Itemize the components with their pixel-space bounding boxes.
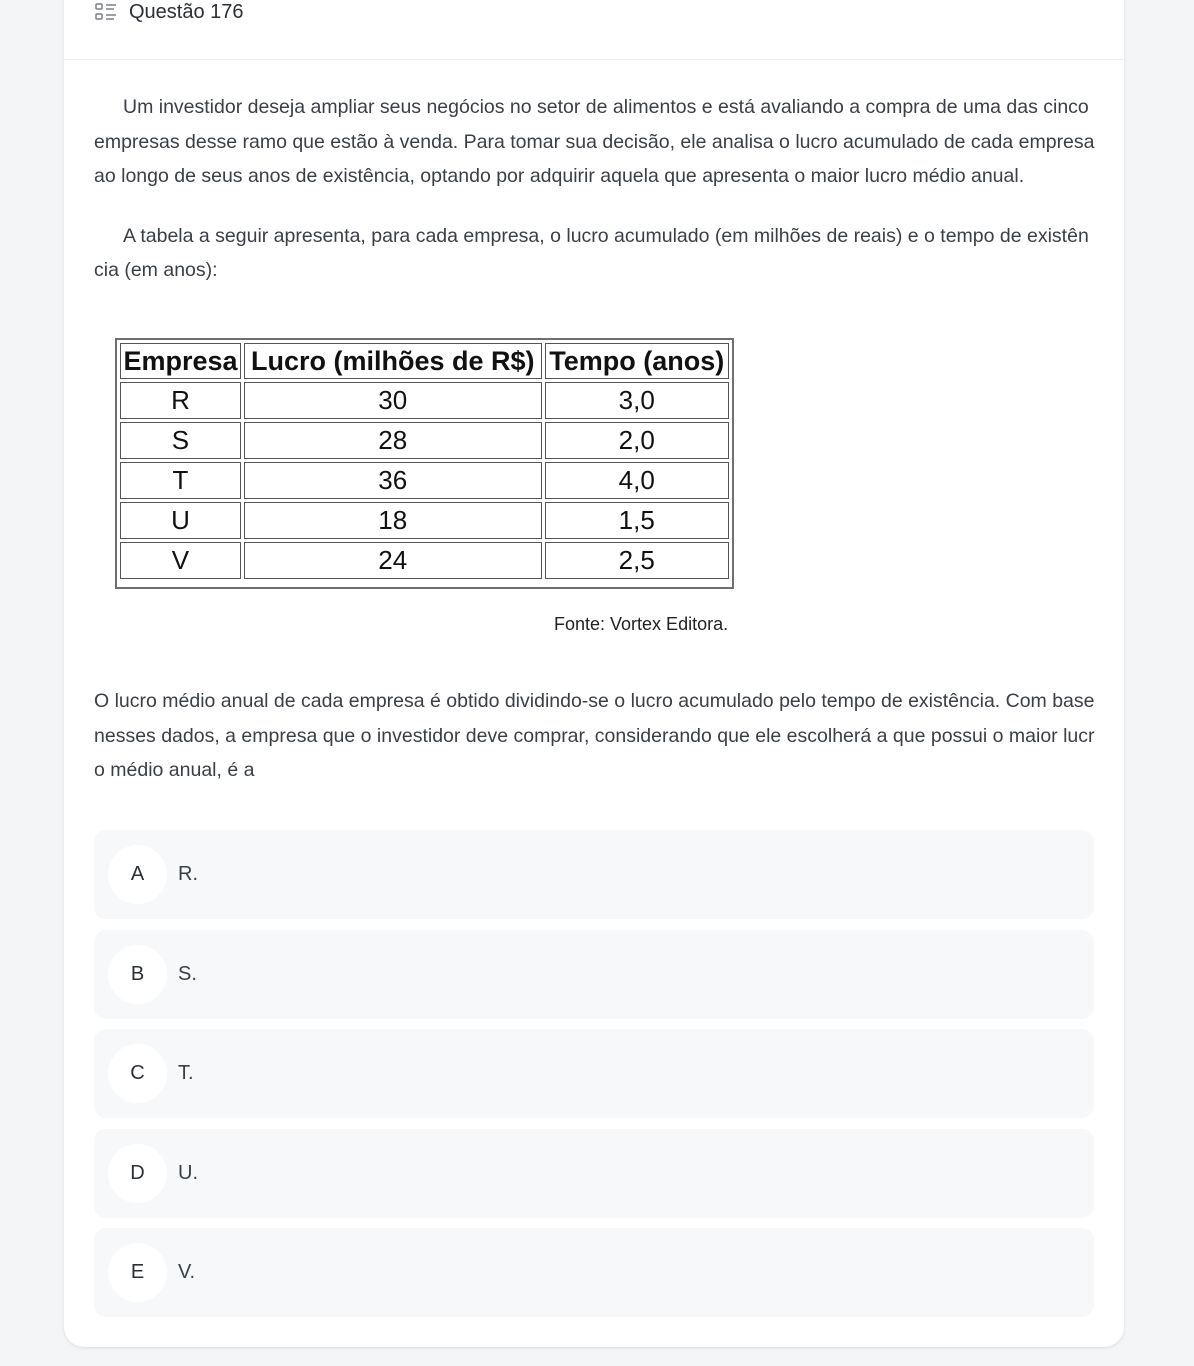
table-row <box>120 382 729 419</box>
table-header-cell: Lucro (milhões de R$) <box>244 343 542 379</box>
table-cell: U <box>120 502 241 539</box>
table-cell: 2,0 <box>545 422 729 459</box>
table-row <box>120 542 729 579</box>
option-a[interactable] <box>94 830 1094 919</box>
option-letter: B <box>108 945 167 1004</box>
question-card <box>64 0 1124 1347</box>
table-cell: 28 <box>244 422 542 459</box>
table-cell: 1,5 <box>545 502 729 539</box>
table-cell: 2,5 <box>545 542 729 579</box>
statement-paragraph: Um investidor deseja ampliar seus negócios no setor de alimentos e está avaliando a compra de uma das cinco empresas desse ramo que estão à venda. Para tomar sua decisão, ele analisa o lucro acumulado de cada empresa ao longo de seus anos de existência, optando por adquirir aquela que apresenta o maior lucro médio anual. <box>94 96 1095 187</box>
option-letter: C <box>108 1044 167 1103</box>
table-cell: T <box>120 462 241 499</box>
option-text: R. <box>178 863 198 885</box>
option-text: S. <box>178 963 197 985</box>
table-cell: 36 <box>244 462 542 499</box>
table-cell: S <box>120 422 241 459</box>
data-table <box>117 340 732 582</box>
table-cell: 4,0 <box>545 462 729 499</box>
option-letter: D <box>108 1144 167 1203</box>
option-text: U. <box>178 1162 198 1184</box>
table-cell: 18 <box>244 502 542 539</box>
table-cell: R <box>120 382 241 419</box>
table-row <box>120 502 729 539</box>
table-row <box>120 462 729 499</box>
question-prompt <box>94 684 1098 788</box>
table-cell: 3,0 <box>545 382 729 419</box>
option-text: T. <box>178 1062 194 1084</box>
question-title: Questão 176 <box>129 1 244 23</box>
question-header <box>64 0 1124 60</box>
table-row <box>120 422 729 459</box>
question-statement <box>94 90 1098 288</box>
data-table-image <box>115 338 734 589</box>
option-b[interactable] <box>94 930 1094 1019</box>
table-cell: 30 <box>244 382 542 419</box>
table-header-cell: Empresa <box>120 343 241 379</box>
table-cell: V <box>120 542 241 579</box>
option-d[interactable] <box>94 1129 1094 1218</box>
table-cell: 24 <box>244 542 542 579</box>
option-letter: A <box>108 845 167 904</box>
option-letter: E <box>108 1243 167 1302</box>
option-text: V. <box>178 1261 196 1283</box>
table-header-row <box>120 343 729 379</box>
option-e[interactable] <box>94 1228 1094 1317</box>
table-source: Fonte: Vortex Editora. <box>554 614 729 634</box>
question-text: O lucro médio anual de cada empresa é obtido dividindo-se o lucro acumulado pelo tempo de existência. Com base nesses dados, a empresa que o investidor deve comprar, considerando que ele escolherá a que possui o maior lucro médio anual, é a <box>94 690 1095 781</box>
statement-paragraph: A tabela a seguir apresenta, para cada empresa, o lucro acumulado (em milhões de reais) e o tempo de existência (em anos): <box>94 224 1089 281</box>
list-checks-icon <box>95 2 117 22</box>
option-c[interactable] <box>94 1029 1094 1118</box>
table-header-cell: Tempo (anos) <box>545 343 729 379</box>
